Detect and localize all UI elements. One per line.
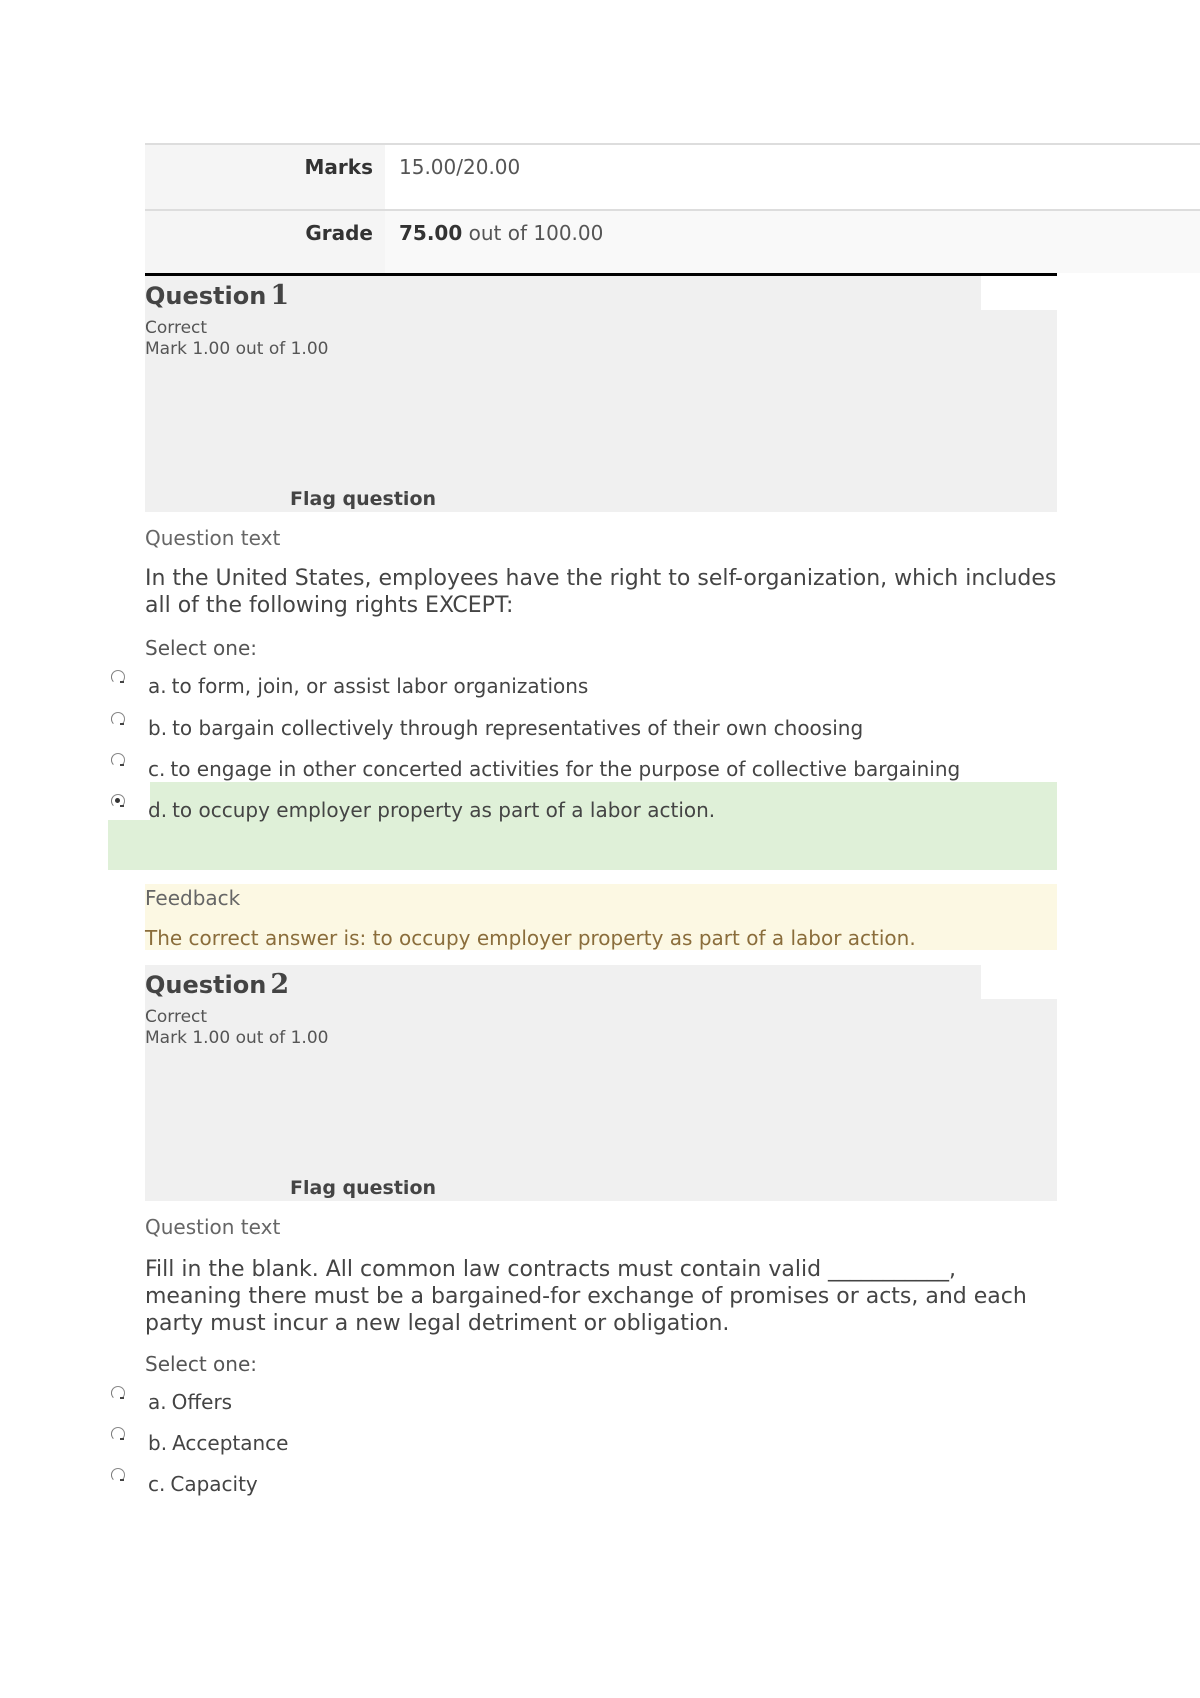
question-2-number [145,969,289,1000]
answer-label: c. Capacity [148,1472,258,1496]
question-1-feedback [145,884,1057,950]
answer-label: b. to bargain collectively through representatives of their own choosing [148,716,864,740]
answer-label: d. to occupy employer property as part of a labor action. [148,798,716,822]
question-2-text: Fill in the blank. All common law contracts must contain valid ___________, meaning there must be a bargained-for exchange of promises or acts, and each party must incur a new legal detriment or obligation. [145,1257,1027,1336]
question-1-flag-button[interactable]: Flag question [290,488,437,510]
question-2-text-label: Question text [145,1215,281,1239]
answer-label: a. Offers [148,1390,233,1414]
question-1-info [145,276,1057,512]
question-1-prompt: Select one: [145,636,258,660]
answer-label: b. Acceptance [148,1431,289,1455]
marks-label: Marks [145,145,385,209]
question-1-answer-a[interactable] [108,674,1058,720]
question-1-grade: Mark 1.00 out of 1.00 [145,339,329,359]
question-1-number [145,280,289,311]
feedback-text: The correct answer is: to occupy employer property as part of a labor action. [145,926,916,950]
question-1-state: Correct [145,318,208,338]
question-1-title: Question [145,282,267,310]
question-1-num: 1 [270,280,290,311]
question-2-info [145,965,1057,1201]
question-1-answer-d[interactable] [108,798,1058,844]
answer-label: c. to engage in other concerted activities for the purpose of collective bargaining [148,757,961,781]
question-2-flag-button[interactable]: Flag question [290,1177,437,1199]
feedback-label: Feedback [145,886,241,910]
question-2-num: 2 [270,969,290,1000]
question-2-answer-c[interactable] [108,1472,1058,1518]
question-1-text: In the United States, employees have the right to self-organization, which includes all of the following rights EXCEPT: [145,566,1057,618]
grade-value [385,211,1057,273]
grade-score: 75.00 [399,221,463,245]
question-2-grade: Mark 1.00 out of 1.00 [145,1028,329,1048]
marks-row [145,145,1200,211]
grade-row [145,211,1057,276]
answer-label: a. to form, join, or assist labor organizations [148,674,589,698]
question-2-title: Question [145,971,267,999]
attempt-summary [145,143,1200,276]
marks-value: 15.00/20.00 [385,145,1200,209]
question-1-text-label: Question text [145,526,281,550]
grade-label: Grade [145,211,385,273]
question-2-state: Correct [145,1007,208,1027]
question-2-prompt: Select one: [145,1352,258,1376]
grade-suffix: out of 100.00 [468,221,604,245]
